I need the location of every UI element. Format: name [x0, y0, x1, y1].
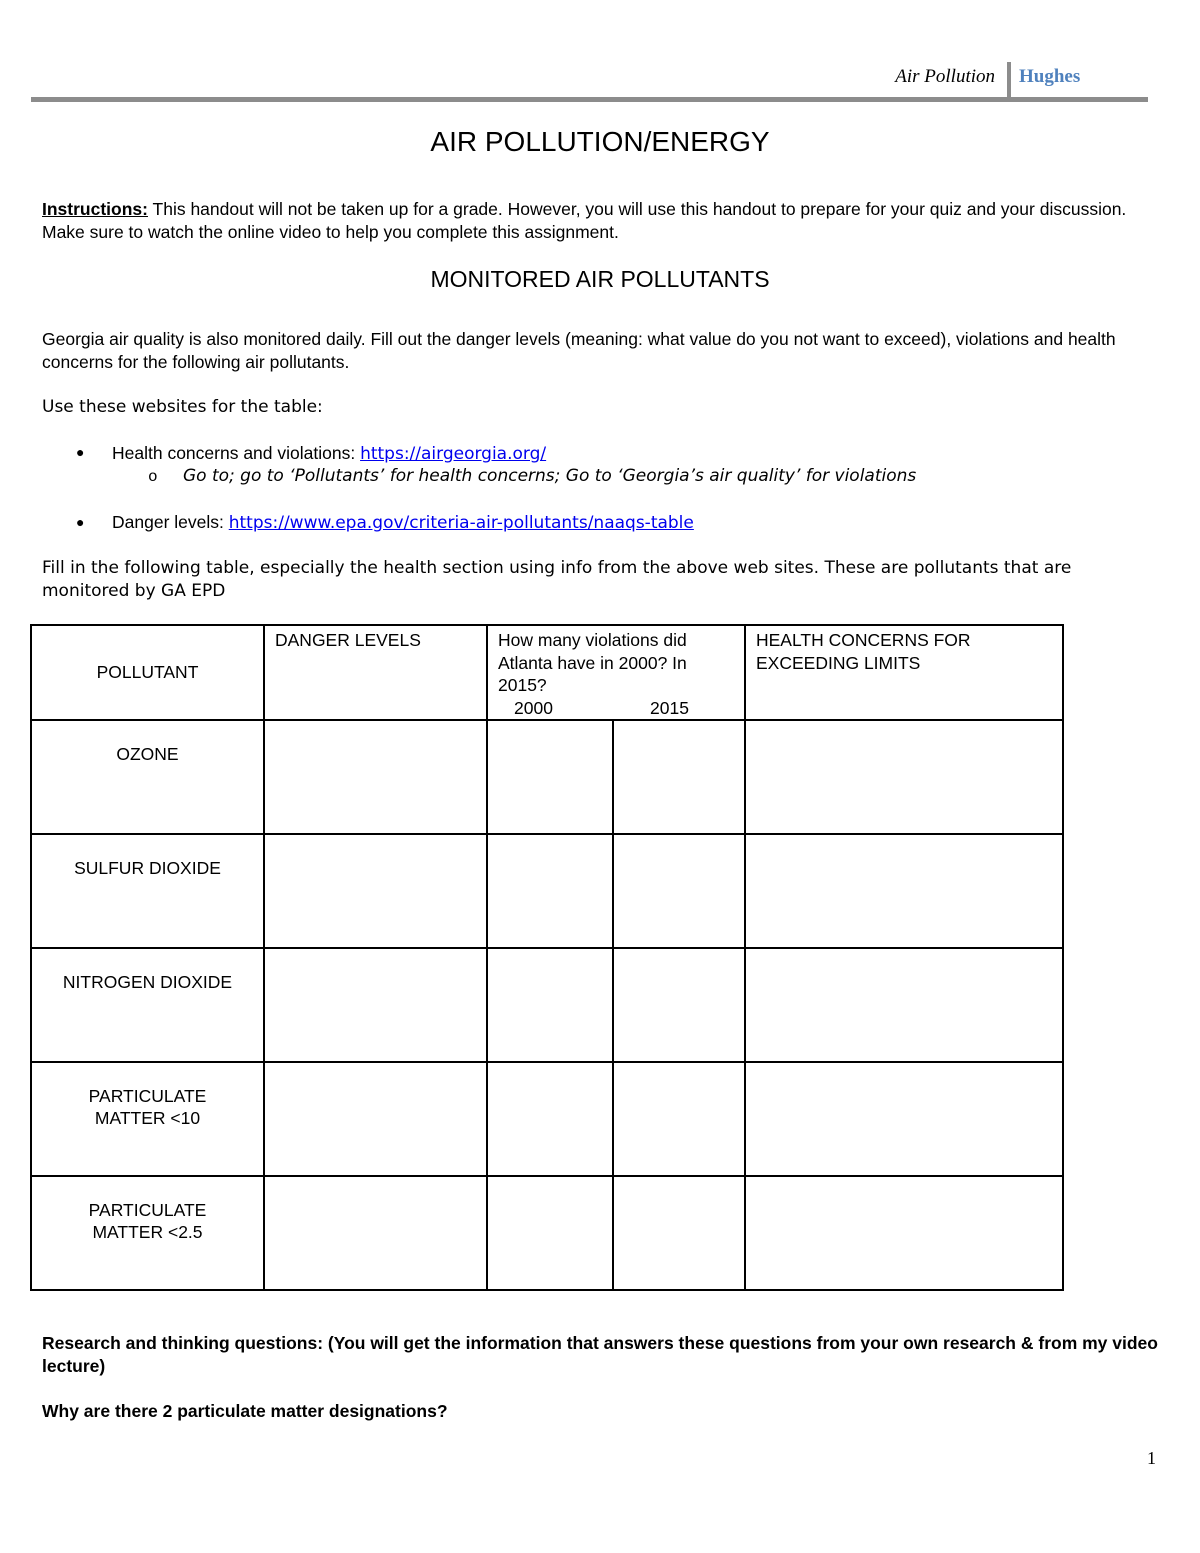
- violations-2015-cell[interactable]: [613, 948, 745, 1062]
- health-concerns-cell[interactable]: [745, 1176, 1063, 1290]
- pollutant-table: [30, 624, 1064, 1291]
- health-concerns-cell[interactable]: [745, 720, 1063, 834]
- bullet-danger-label: Danger levels:: [112, 512, 229, 532]
- header-health-concerns: HEALTH CONCERNS FOR EXCEEDING LIMITS: [745, 625, 1063, 720]
- pollutant-name: NITROGEN DIOXIDE: [31, 948, 264, 1062]
- health-concerns-cell[interactable]: [745, 834, 1063, 948]
- violations-question: How many violations did Atlanta have in 2000? In 2015?: [498, 630, 687, 695]
- table-row: [31, 1176, 1063, 1290]
- epa-naaqs-link[interactable]: https://www.epa.gov/criteria-air-pollutants/naaqs-table: [228, 513, 694, 533]
- sub-bullet-icon: o: [148, 468, 158, 486]
- bullet-danger: [112, 511, 1152, 535]
- header-author: Hughes: [1019, 66, 1081, 87]
- danger-level-cell[interactable]: [264, 948, 487, 1062]
- websites-heading: Use these websites for the table:: [42, 397, 323, 417]
- intro-paragraph: Georgia air quality is also monitored daily. Fill out the danger levels (meaning: what value do you not want to exceed), violations and health concerns for the following air pollutants.: [42, 329, 1116, 372]
- instructions-text: This handout will not be taken up for a grade. However, you will use this handout to prepare for your quiz and your discussion. Make sure to watch the online video to help you complete this assignment.: [42, 199, 1127, 242]
- page-number: 1: [1147, 1448, 1156, 1468]
- pollutant-name: PARTICULATE MATTER <2.5: [31, 1176, 264, 1290]
- table-row: [31, 720, 1063, 834]
- bullet-health-label: Health concerns and violations:: [112, 443, 361, 463]
- year-2015-label: 2015: [650, 697, 689, 718]
- header-section-label: Air Pollution: [895, 66, 995, 87]
- table-row: [31, 1062, 1063, 1176]
- table-header-row: [31, 625, 1063, 720]
- violations-2000-cell[interactable]: [487, 720, 613, 834]
- instructions-paragraph: [42, 198, 1160, 243]
- violations-2000-cell[interactable]: [487, 834, 613, 948]
- danger-level-cell[interactable]: [264, 834, 487, 948]
- pollutant-name: PARTICULATE MATTER <10: [31, 1062, 264, 1176]
- header-pollutant: POLLUTANT: [31, 625, 264, 720]
- bullet-health: [112, 442, 1152, 466]
- violations-2000-cell[interactable]: [487, 1176, 613, 1290]
- health-concerns-cell[interactable]: [745, 948, 1063, 1062]
- research-heading: Research and thinking questions: (You will get the information that answers these questions from your own research & from my video lecture): [42, 1333, 1158, 1376]
- sub-bullet-text: Go to; go to ‘Pollutants’ for health concerns; Go to ‘Georgia’s air quality’ for violations: [183, 466, 917, 486]
- bullet-icon: ●: [76, 514, 85, 530]
- bullet-icon: ●: [76, 444, 85, 460]
- header-violations: [487, 625, 745, 720]
- violations-2000-cell[interactable]: [487, 1062, 613, 1176]
- pollutant-name: OZONE: [31, 720, 264, 834]
- violations-2015-cell[interactable]: [613, 1062, 745, 1176]
- violations-2000-cell[interactable]: [487, 948, 613, 1062]
- document-title: AIR POLLUTION/ENERGY: [430, 126, 770, 157]
- fill-instructions: Fill in the following table, especially the health section using info from the above web sites. These are pollutants that are monitored by GA EPD: [42, 558, 1072, 601]
- danger-level-cell[interactable]: [264, 1062, 487, 1176]
- violations-2015-cell[interactable]: [613, 1176, 745, 1290]
- danger-level-cell[interactable]: [264, 720, 487, 834]
- section-subtitle: MONITORED AIR POLLUTANTS: [430, 266, 770, 292]
- question-particulate: Why are there 2 particulate matter designations?: [42, 1401, 448, 1421]
- instructions-label: Instructions:: [42, 199, 148, 219]
- pollutant-name: SULFUR DIOXIDE: [31, 834, 264, 948]
- airgeorgia-link[interactable]: https://airgeorgia.org/: [360, 444, 547, 464]
- violations-2015-cell[interactable]: [613, 720, 745, 834]
- health-concerns-cell[interactable]: [745, 1062, 1063, 1176]
- header-danger-levels: DANGER LEVELS: [264, 625, 487, 720]
- violations-2015-cell[interactable]: [613, 834, 745, 948]
- table-row: [31, 948, 1063, 1062]
- table-row: [31, 834, 1063, 948]
- year-2000-label: 2000: [514, 697, 553, 718]
- danger-level-cell[interactable]: [264, 1176, 487, 1290]
- header-rule: [31, 97, 1148, 102]
- header-separator: [1007, 62, 1011, 98]
